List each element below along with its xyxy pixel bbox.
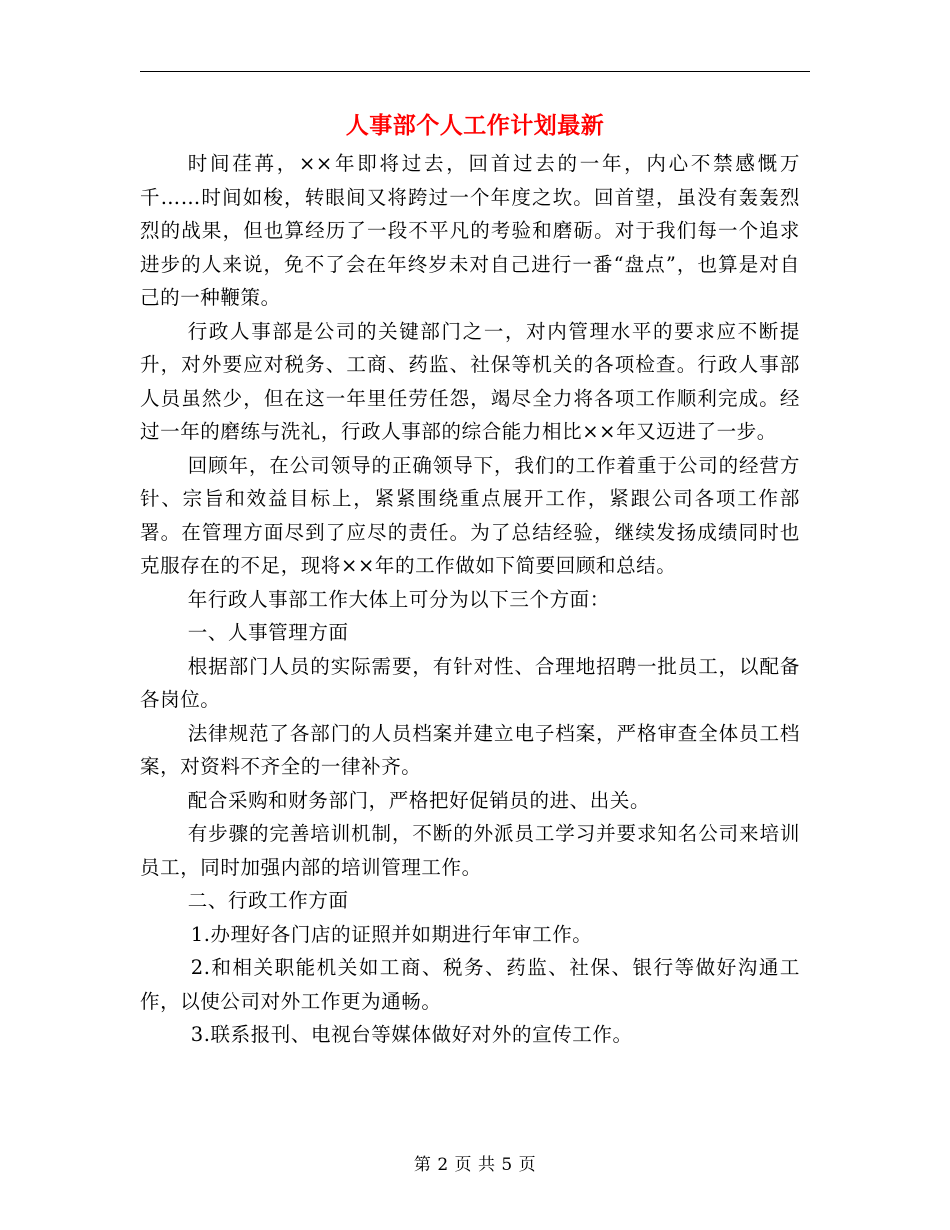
section-heading-personnel: 一、人事管理方面 (187, 621, 349, 644)
paragraph-recruitment: 根据部门人员的实际需要，有针对性、合理地招聘一批员工，以配备各岗位。 (140, 654, 800, 711)
header-rule (140, 71, 810, 72)
list-item-communication: 2.和相关职能机关如工商、税务、药监、社保、银行等做好沟通工作，以使公司对外工作更为通畅。 (140, 956, 800, 1013)
document-title: 人事部个人工作计划最新 (345, 112, 605, 139)
paragraph-intro: 时间荏苒，××年即将过去，回首过去的一年，内心不禁感慨万千……时间如梭，转眼间又将跨过一个年度之坎。回首望，虽没有轰轰烈烈的战果，但也算经历了一段不平凡的考验和磨砺。对于我们每一个追求进步的人来说，免不了会在年终岁未对自己进行一番“盘点”，也算是对自己的一种鞭策。 (140, 152, 800, 309)
paragraph-promoters: 配合采购和财务部门，严格把好促销员的进、出关。 (187, 788, 651, 812)
page-number-footer: 第 2 页 共 5 页 (413, 1155, 537, 1175)
section-heading-administration: 二、行政工作方面 (187, 889, 349, 912)
list-item-publicity: 3.联系报刊、电视台等媒体做好对外的宣传工作。 (190, 1023, 633, 1046)
document-body (140, 147, 800, 1052)
paragraph-department-overview: 行政人事部是公司的关键部门之一，对内管理水平的要求应不断提升，对外要应对税务、工商、药监、社保等机关的各项检查。行政人事部人员虽然少，但在这一年里任劳任怨，竭尽全力将各项工作顺利完成。经过一年的磨练与洗礼，行政人事部的综合能力相比××年又迈进了一步。 (140, 319, 800, 443)
paragraph-summary-lead: 年行政人事部工作大体上可分为以下三个方面： (187, 587, 610, 611)
list-item-licenses: 1.办理好各门店的证照并如期进行年审工作。 (190, 922, 593, 946)
paragraph-review: 回顾年，在公司领导的正确领导下，我们的工作着重于公司的经营方针、宗旨和效益目标上，紧紧围绕重点展开工作，紧跟公司各项工作部署。在管理方面尽到了应尽的责任。为了总结经验，继续发扬成绩同时也克服存在的不足，现将××年的工作做如下简要回顾和总结。 (140, 453, 800, 577)
paragraph-archives: 法律规范了各部门的人员档案并建立电子档案，严格审查全体员工档案，对资料不齐全的一律补齐。 (140, 721, 800, 778)
paragraph-training: 有步骤的完善培训机制，不断的外派员工学习并要求知名公司来培训员工，同时加强内部的培训管理工作。 (140, 822, 800, 879)
